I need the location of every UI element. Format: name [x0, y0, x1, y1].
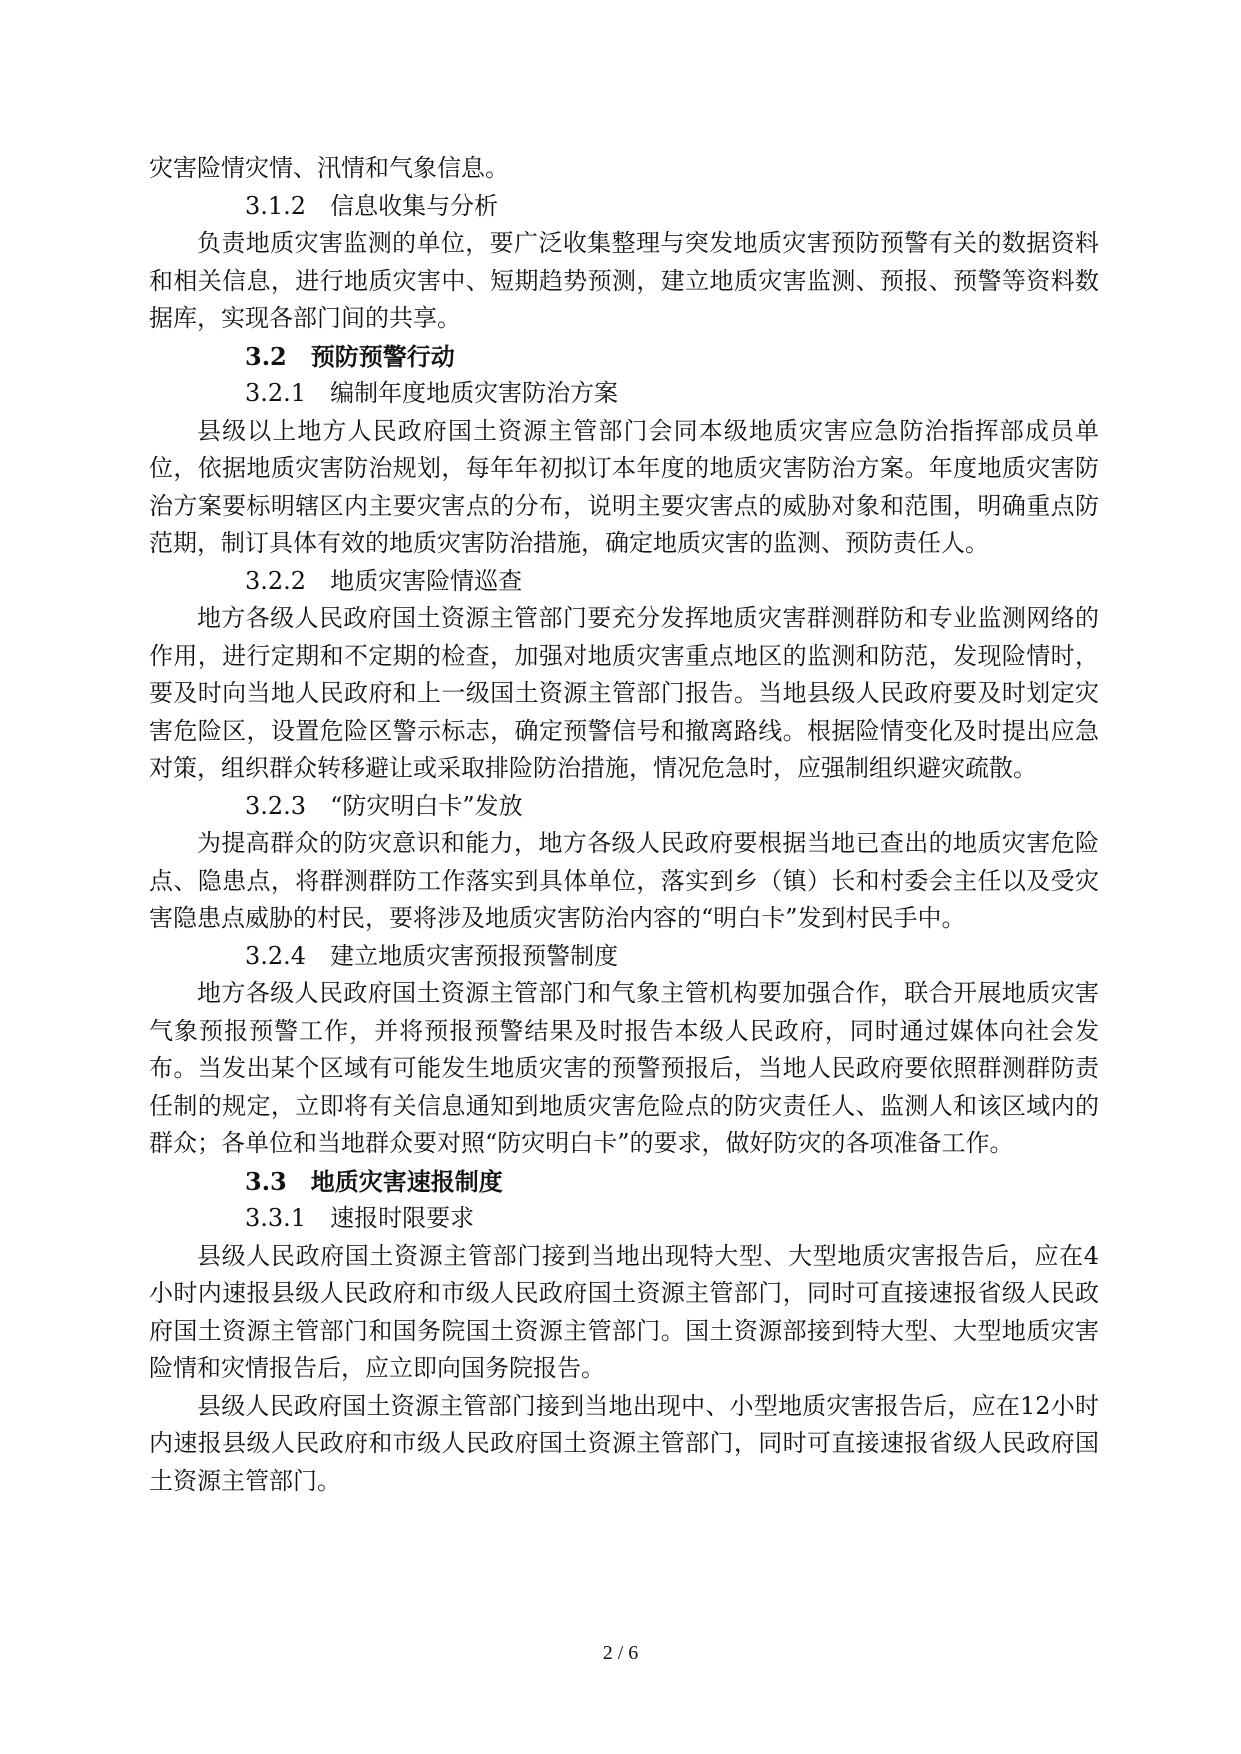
section-heading-3-3-1 [149, 1200, 1099, 1238]
section-number: 3.3 [245, 1166, 287, 1196]
section-heading-3-2-2 [149, 563, 1099, 601]
paragraph: 县级人民政府国土资源主管部门接到当地出现特大型、大型地质灾害报告后，应在4小时内速报县级人民政府和市级人民政府国土资源主管部门，同时可直接速报省级人民政府国土资源主管部门和国务院国土资源主管部门。国土资源部接到特大型、大型地质灾害险情和灾情报告后，应立即向国务院报告。 [149, 1241, 1099, 1382]
section-heading-3-1-2 [149, 188, 1099, 226]
section-number: 3.2 [245, 341, 287, 371]
section-title: 预防预警行动 [310, 341, 455, 371]
section-heading-3-2 [149, 338, 1099, 376]
section-title: 建立地质灾害预报预警制度 [330, 941, 619, 970]
paragraph: 灾害险情灾情、汛情和气象信息。 [149, 154, 509, 182]
section-number: 3.3.1 [245, 1204, 307, 1232]
paragraph: 地方各级人民政府国土资源主管部门和气象主管机构要加强合作，联合开展地质灾害气象预报预警工作，并将预报预警结果及时报告本级人民政府，同时通过媒体向社会发布。当发出某个区域有可能发生地质灾害的预警预报后，当地人民政府要依照群测群防责任制的规定，立即将有关信息通知到地质灾害危险点的防灾责任人、监测人和该区域内的群众；各单位和当地群众要对照“防灾明白卡”的要求，做好防灾的各项准备工作。 [149, 979, 1099, 1157]
section-heading-3-2-3 [149, 788, 1099, 826]
section-number: 3.2.4 [245, 941, 307, 970]
paragraph: 负责地质灾害监测的单位，要广泛收集整理与突发地质灾害预防预警有关的数据资料和相关信息，进行地质灾害中、短期趋势预测，建立地质灾害监测、预报、预警等资料数据库，实现各部门间的共享。 [149, 229, 1099, 332]
section-heading-3-2-4 [149, 938, 1099, 976]
section-number: 3.2.1 [245, 379, 307, 407]
document-body [149, 150, 1099, 1500]
section-heading-3-3 [149, 1163, 1099, 1201]
section-heading-3-2-1 [149, 375, 1099, 413]
section-title: 地质灾害险情巡查 [330, 566, 523, 595]
section-title: 信息收集与分析 [330, 191, 499, 220]
paragraph: 地方各级人民政府国土资源主管部门要充分发挥地质灾害群测群防和专业监测网络的作用，进行定期和不定期的检查，加强对地质灾害重点地区的监测和防范，发现险情时，要及时向当地人民政府和上一级国土资源主管部门报告。当地县级人民政府要及时划定灾害危险区，设置危险区警示标志，确定预警信号和撤离路线。根据险情变化及时提出应急对策，组织群众转移避让或采取排险防治措施，情况危急时，应强制组织避灾疏散。 [149, 604, 1099, 782]
section-number: 3.2.2 [245, 566, 307, 595]
paragraph: 县级以上地方人民政府国土资源主管部门会同本级地质灾害应急防治指挥部成员单位，依据地质灾害防治规划，每年年初拟订本年度的地质灾害防治方案。年度地质灾害防治方案要标明辖区内主要灾害点的分布，说明主要灾害点的威胁对象和范围，明确重点防范期，制订具体有效的地质灾害防治措施，确定地质灾害的监测、预防责任人。 [149, 416, 1099, 557]
paragraph: 县级人民政府国土资源主管部门接到当地出现中、小型地质灾害报告后，应在12小时内速报县级人民政府和市级人民政府国土资源主管部门，同时可直接速报省级人民政府国土资源主管部门。 [149, 1391, 1099, 1495]
section-title: 地质灾害速报制度 [310, 1166, 503, 1196]
page-number: 2 / 6 [602, 1642, 639, 1664]
section-title: 编制年度地质灾害防治方案 [330, 379, 619, 407]
section-number: 3.2.3 [245, 791, 307, 820]
section-title: “防灾明白卡”发放 [330, 791, 523, 820]
section-title: 速报时限要求 [330, 1204, 475, 1232]
paragraph: 为提高群众的防灾意识和能力，地方各级人民政府要根据当地已查出的地质灾害危险点、隐患点，将群测群防工作落实到具体单位，落实到乡（镇）长和村委会主任以及受灾害隐患点威胁的村民，要将涉及地质灾害防治内容的“明白卡”发到村民手中。 [149, 829, 1099, 932]
section-number: 3.1.2 [245, 191, 307, 220]
